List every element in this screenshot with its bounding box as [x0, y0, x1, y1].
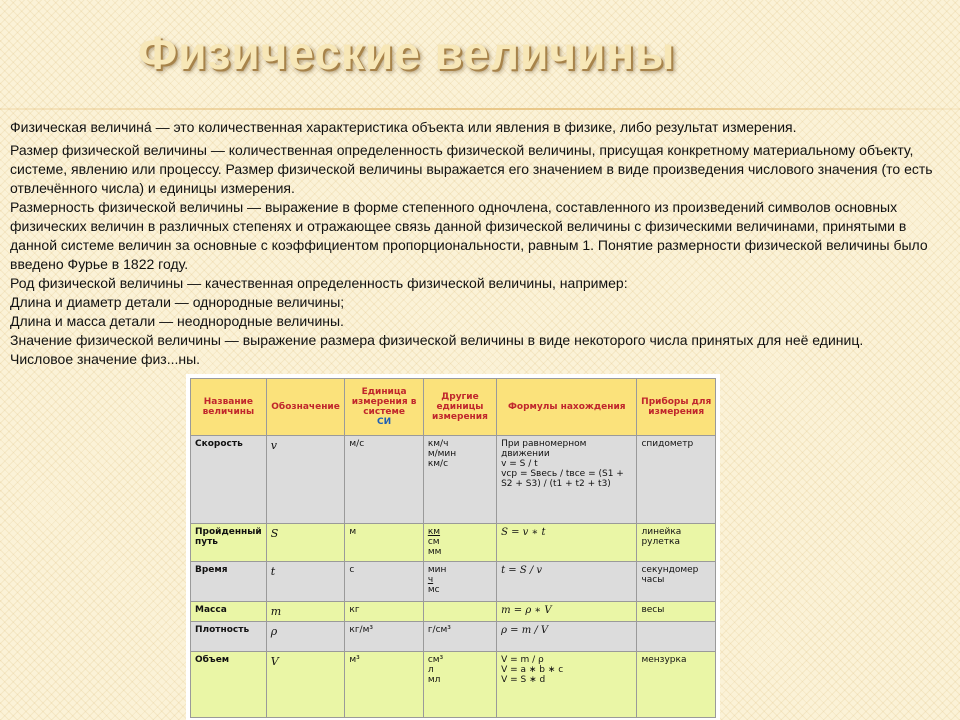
- paragraph: Длина и масса детали — неоднородные величины.: [10, 313, 344, 329]
- si-unit: м: [345, 524, 423, 562]
- instrument: спидометр: [637, 436, 716, 524]
- unit-item: мин: [427, 565, 447, 575]
- si-unit: кг/м³: [345, 622, 423, 652]
- unit-item: см³: [427, 655, 444, 665]
- instrument: линейка рулетка: [637, 524, 716, 562]
- quantity-symbol: ρ: [266, 622, 345, 652]
- unit-item: мл: [427, 675, 441, 685]
- column-header: Приборы для измерения: [637, 379, 716, 436]
- formula: V = S ∗ d: [501, 675, 546, 685]
- unit-item: м/мин: [427, 449, 457, 459]
- quantity-name: Скорость: [191, 436, 267, 524]
- other-units: [423, 602, 496, 622]
- other-units: [423, 562, 496, 602]
- paragraph: Размерность физической величины — выражение в форме степенного одночлена, составленного из произведений символов основных физических величин в различных степенях и отражающее связь данной физической величины с физическими величинами, принятыми в данной системе величин за основные с коэффициентом пропорциональности, равным 1. Понятие размерности физической величины было введено Фурье в 1822 году.: [10, 199, 928, 272]
- other-units: [423, 524, 496, 562]
- formula: ρ = m / V: [497, 622, 637, 652]
- unit-item: км/ч: [427, 439, 449, 449]
- si-unit: м/с: [345, 436, 423, 524]
- formula: V = m / ρ: [501, 655, 544, 665]
- table-row: [191, 436, 716, 524]
- quantity-symbol: S: [266, 524, 345, 562]
- formula-cell: [497, 436, 637, 524]
- column-header: Другие единицы измерения: [423, 379, 496, 436]
- instrument: [637, 622, 716, 652]
- column-header: Обозначение: [266, 379, 345, 436]
- column-header: [345, 379, 423, 436]
- unit-item: г/см³: [427, 625, 451, 635]
- formula: V = a ∗ b ∗ c: [501, 665, 564, 675]
- table-row: [191, 602, 716, 622]
- table-row: [191, 524, 716, 562]
- unit-item: мс: [427, 585, 440, 595]
- si-label: СИ: [377, 417, 392, 427]
- paragraph: Размер физической величины — количественная определенность физической величины, присущая конкретному материальному объекту, системе, явлению или процессу. Размер физической величины выражается его значением в виде произведения числового значения (то есть отвлечённого числа) и единицы измерения.: [10, 142, 933, 196]
- quantity-name: Пройденный путь: [191, 524, 267, 562]
- table-row: [191, 652, 716, 718]
- paragraph: Длина и диаметр детали — однородные величины;: [10, 294, 345, 310]
- column-header: Формулы нахождения: [497, 379, 637, 436]
- unit-item: ч: [427, 575, 434, 585]
- other-units: [423, 436, 496, 524]
- formula-cell: [497, 652, 637, 718]
- unit-item: км: [427, 527, 441, 537]
- instrument: мензурка: [637, 652, 716, 718]
- paragraph: Физическая величинá — это количественная характеристика объекта или явления в физике, либо результат измерения.: [10, 119, 797, 135]
- quantity-name: Плотность: [191, 622, 267, 652]
- paragraph: Род физической величины — качественная определенность физической величины, например:: [10, 275, 628, 291]
- quantity-symbol: v: [266, 436, 345, 524]
- si-unit: м³: [345, 652, 423, 718]
- formula: v = S / t: [501, 459, 538, 469]
- title-divider: [0, 108, 960, 110]
- si-unit: с: [345, 562, 423, 602]
- formula: vср = Sвесь / tвсе = (S1 + S2 + S3) / (t1 + t2 + t3): [501, 469, 624, 489]
- quantity-symbol: V: [266, 652, 345, 718]
- formula: t = S / v: [497, 562, 637, 602]
- table-row: [191, 622, 716, 652]
- quantity-symbol: t: [266, 562, 345, 602]
- column-header: Название величины: [191, 379, 267, 436]
- unit-item: см: [427, 537, 440, 547]
- formula-note: При равномерном движении: [501, 439, 587, 459]
- quantity-name: Объем: [191, 652, 267, 718]
- paragraph: Числовое значение физ...ны.: [10, 351, 201, 367]
- column-header-text: Единица измерения в системе: [351, 387, 417, 417]
- quantities-table: [190, 378, 716, 718]
- slide-title: Физические величины: [138, 27, 676, 79]
- other-units: [423, 652, 496, 718]
- quantity-name: Время: [191, 562, 267, 602]
- quantity-name: Масса: [191, 602, 267, 622]
- body-text: [10, 118, 955, 369]
- quantities-table-image: [186, 374, 720, 720]
- unit-item: л: [427, 665, 434, 675]
- si-unit: кг: [345, 602, 423, 622]
- table-row: [191, 562, 716, 602]
- formula: S = v ∗ t: [497, 524, 637, 562]
- unit-item: км/с: [427, 459, 449, 469]
- formula: m = ρ ∗ V: [497, 602, 637, 622]
- table-header-row: [191, 379, 716, 436]
- unit-item: мм: [427, 547, 442, 557]
- instrument: секундомер часы: [637, 562, 716, 602]
- other-units: [423, 622, 496, 652]
- instrument: весы: [637, 602, 716, 622]
- quantity-symbol: m: [266, 602, 345, 622]
- paragraph: Значение физической величины — выражение размера физической величины в виде некоторого числа принятых для неё единиц.: [10, 332, 864, 348]
